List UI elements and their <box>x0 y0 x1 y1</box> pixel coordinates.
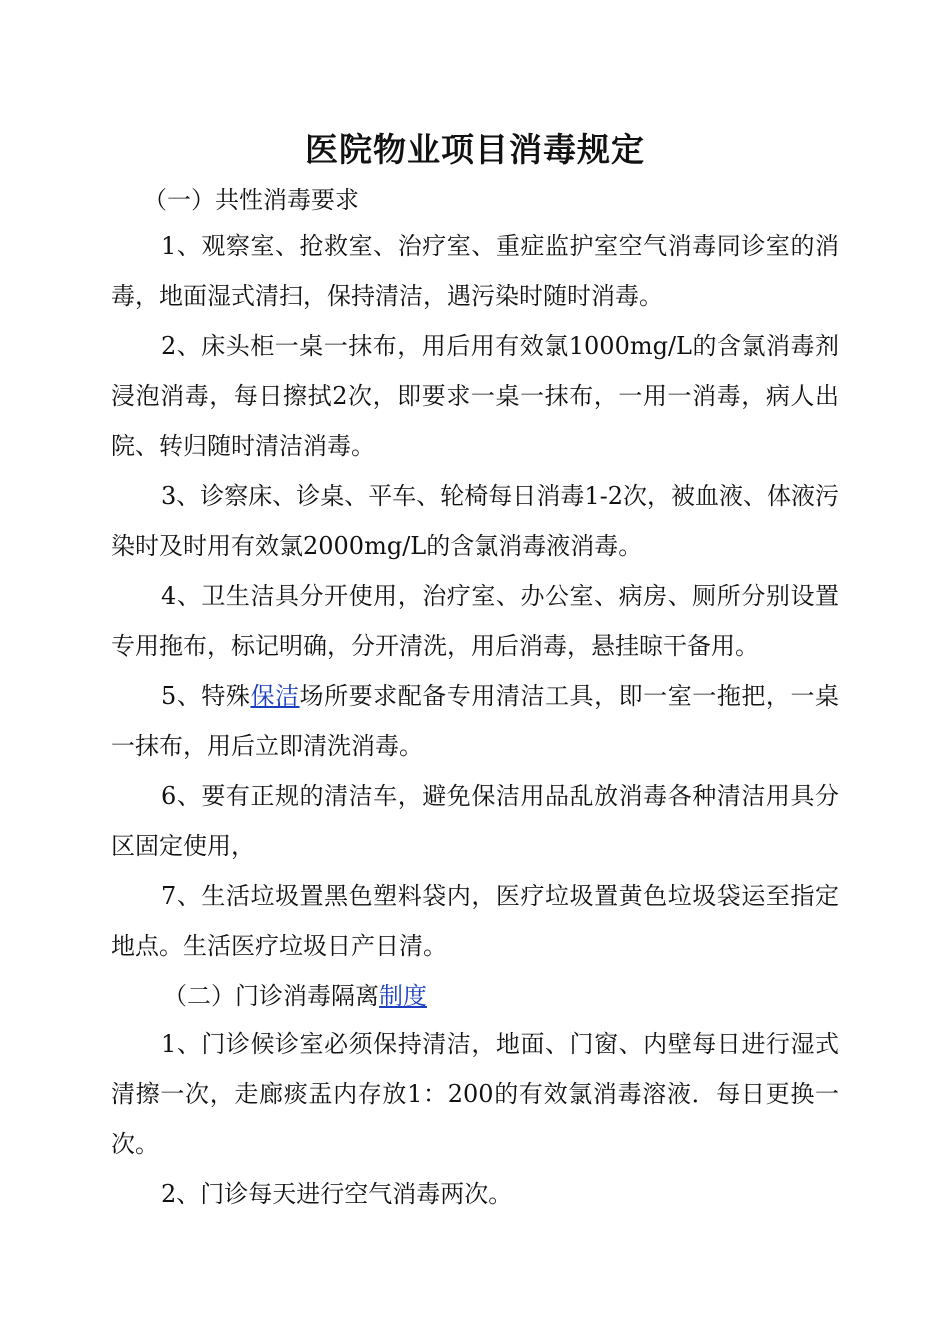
paragraph-5 <box>111 671 839 771</box>
paragraph-5-text-after: 场所要求配备专用清洁工具，即一室一拖把，一桌一抹布，用后立即清洗消毒。 <box>111 682 839 760</box>
paragraph-1: 1、观察室、抢救室、治疗室、重症监护室空气消毒同诊室的消毒，地面湿式清扫，保持清洁，遇污染时随时消毒。 <box>111 232 839 310</box>
section-heading-outpatient <box>163 979 427 1013</box>
regulation-link[interactable]: 制度 <box>379 982 427 1010</box>
paragraph-3: 3、诊察床、诊桌、平车、轮椅每日消毒1-2次，被血液、体液污染时及时用有效氯2000mg/L的含氯消毒液消毒。 <box>111 482 839 560</box>
paragraph-7: 7、生活垃圾置黑色塑料袋内，医疗垃圾置黄色垃圾袋运至指定地点。生活医疗垃圾日产日清。 <box>111 882 839 960</box>
section-heading-common: （一）共性消毒要求 <box>143 186 359 214</box>
outpatient-paragraph-1: 1、门诊候诊室必须保持清洁，地面、门窗、内壁每日进行湿式清擦一次，走廊痰盂内存放1：200的有效氯消毒溶液．每日更换一次。 <box>111 1030 839 1158</box>
cleaning-link[interactable]: 保洁 <box>250 682 300 710</box>
paragraph-2: 2、床头柜一桌一抹布，用后用有效氯1000mg/L的含氯消毒剂浸泡消毒，每日擦拭2次，即要求一桌一抹布，一用一消毒，病人出院、转归随时清洁消毒。 <box>111 332 839 460</box>
paragraph-4: 4、卫生洁具分开使用，治疗室、办公室、病房、厕所分别设置专用拖布，标记明确，分开清洗，用后消毒，悬挂晾干备用。 <box>111 582 839 660</box>
paragraph-6: 6、要有正规的清洁车，避免保洁用品乱放消毒各种清洁用具分区固定使用， <box>111 782 839 860</box>
section-heading-outpatient-text: （二）门诊消毒隔离 <box>163 982 379 1010</box>
outpatient-paragraph-2: 2、门诊每天进行空气消毒两次。 <box>161 1180 513 1208</box>
document-title: 医院物业项目消毒规定 <box>305 130 645 169</box>
paragraph-5-text-before: 5、特殊 <box>161 682 251 710</box>
